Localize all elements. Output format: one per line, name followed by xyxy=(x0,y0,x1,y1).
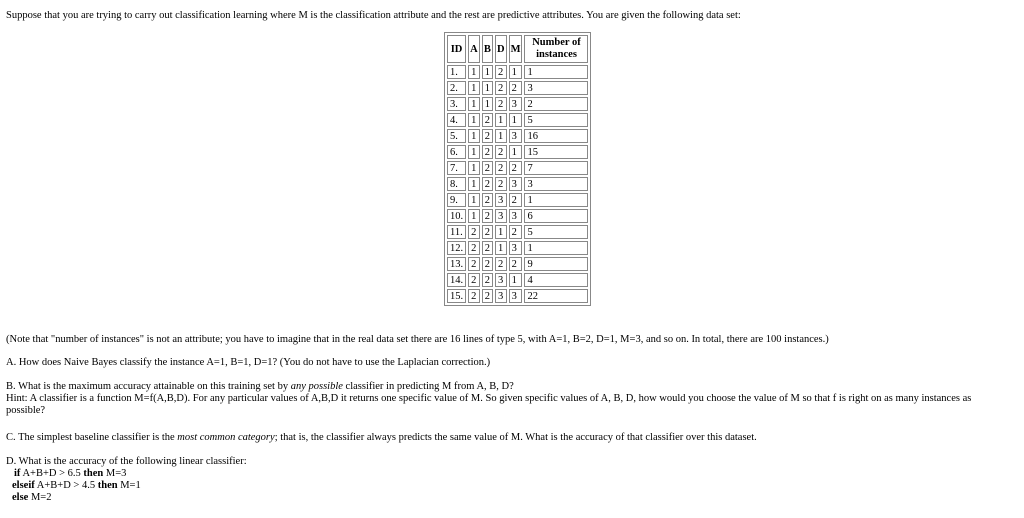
code-kw-elseif: elseif xyxy=(12,480,35,491)
table-row xyxy=(447,193,588,207)
cell-count: 9 xyxy=(524,257,588,271)
cell-a: 1 xyxy=(468,145,480,159)
cell-count: 2 xyxy=(524,97,588,111)
cell-a: 1 xyxy=(468,81,480,95)
cell-m: 3 xyxy=(509,289,523,303)
question-d: D. What is the accuracy of the following linear classifier: xyxy=(6,456,247,467)
cell-b: 1 xyxy=(482,65,493,79)
cell-d: 2 xyxy=(495,177,507,191)
cell-b: 2 xyxy=(482,273,493,287)
data-table xyxy=(444,32,591,306)
table-row xyxy=(447,209,588,223)
cell-m: 2 xyxy=(509,161,523,175)
cell-d: 1 xyxy=(495,129,507,143)
cell-d: 1 xyxy=(495,113,507,127)
cell-b: 2 xyxy=(482,145,493,159)
question-c xyxy=(6,432,757,444)
cell-b: 1 xyxy=(482,81,493,95)
cell-b: 2 xyxy=(482,241,493,255)
cell-a: 1 xyxy=(468,65,480,79)
table-header-row xyxy=(447,35,588,63)
table-row xyxy=(447,257,588,271)
cell-m: 2 xyxy=(509,81,523,95)
header-id: ID xyxy=(447,35,466,63)
cell-a: 2 xyxy=(468,241,480,255)
cell-a: 1 xyxy=(468,97,480,111)
cell-a: 2 xyxy=(468,289,480,303)
code-cond-2: A+B+D > 4.5 xyxy=(34,480,98,491)
code-result-1: M=3 xyxy=(103,468,127,479)
cell-id: 11. xyxy=(447,225,466,239)
table-row xyxy=(447,161,588,175)
cell-m: 1 xyxy=(509,273,523,287)
cell-count: 5 xyxy=(524,113,588,127)
cell-count: 7 xyxy=(524,161,588,175)
cell-m: 3 xyxy=(509,241,523,255)
cell-count: 1 xyxy=(524,241,588,255)
header-m: M xyxy=(509,35,523,63)
table-body xyxy=(447,65,588,303)
cell-m: 3 xyxy=(509,177,523,191)
question-c-emphasis: most common category xyxy=(177,432,275,443)
question-b-before: B. What is the maximum accuracy attainable on this training set by xyxy=(6,381,291,392)
table-row xyxy=(447,113,588,127)
code-cond-1: A+B+D > 6.5 xyxy=(20,468,84,479)
cell-b: 2 xyxy=(482,289,493,303)
cell-d: 2 xyxy=(495,65,507,79)
cell-id: 5. xyxy=(447,129,466,143)
table-row xyxy=(447,97,588,111)
cell-b: 1 xyxy=(482,97,493,111)
table-row xyxy=(447,225,588,239)
question-c-before: C. The simplest baseline classifier is the xyxy=(6,432,178,443)
cell-a: 2 xyxy=(468,273,480,287)
intro-text: Suppose that you are trying to carry out classification learning where M is the classification attribute and the rest are predictive attributes. You are given the following data set: xyxy=(6,10,741,21)
question-b-after: classifier in predicting M from A, B, D? xyxy=(342,381,514,392)
cell-d: 1 xyxy=(495,225,507,239)
cell-a: 1 xyxy=(468,177,480,191)
cell-count: 3 xyxy=(524,81,588,95)
cell-b: 2 xyxy=(482,161,493,175)
cell-a: 2 xyxy=(468,225,480,239)
cell-d: 2 xyxy=(495,161,507,175)
header-number-of-instances: Number of instances xyxy=(524,35,588,63)
cell-b: 2 xyxy=(482,177,493,191)
table-row xyxy=(447,289,588,303)
cell-m: 3 xyxy=(509,97,523,111)
cell-count: 15 xyxy=(524,145,588,159)
header-d: D xyxy=(495,35,507,63)
cell-id: 1. xyxy=(447,65,466,79)
table-row xyxy=(447,65,588,79)
cell-a: 1 xyxy=(468,209,480,223)
code-kw-else: else xyxy=(12,492,29,503)
cell-id: 13. xyxy=(447,257,466,271)
cell-d: 2 xyxy=(495,97,507,111)
cell-id: 15. xyxy=(447,289,466,303)
table-row xyxy=(447,241,588,255)
table-row xyxy=(447,129,588,143)
cell-m: 3 xyxy=(509,129,523,143)
cell-d: 2 xyxy=(495,81,507,95)
cell-d: 3 xyxy=(495,193,507,207)
cell-a: 1 xyxy=(468,161,480,175)
cell-count: 1 xyxy=(524,193,588,207)
cell-m: 2 xyxy=(509,193,523,207)
cell-b: 2 xyxy=(482,193,493,207)
table-row xyxy=(447,145,588,159)
cell-m: 2 xyxy=(509,225,523,239)
cell-d: 3 xyxy=(495,209,507,223)
cell-id: 9. xyxy=(447,193,466,207)
cell-id: 6. xyxy=(447,145,466,159)
cell-a: 1 xyxy=(468,129,480,143)
cell-a: 2 xyxy=(468,257,480,271)
cell-d: 3 xyxy=(495,289,507,303)
cell-count: 5 xyxy=(524,225,588,239)
code-result-3: M=2 xyxy=(28,492,52,503)
code-result-2: M=1 xyxy=(117,480,141,491)
cell-b: 2 xyxy=(482,225,493,239)
table-row xyxy=(447,273,588,287)
note-text: (Note that "number of instances" is not an attribute; you have to imagine that in the real data set there are 16 lines of type 5, with A=1, B=2, D=1, M=3, and so on. In total, there are 100 instances.) xyxy=(6,334,829,345)
cell-a: 1 xyxy=(468,193,480,207)
cell-id: 7. xyxy=(447,161,466,175)
cell-m: 1 xyxy=(509,113,523,127)
question-a: A. How does Naive Bayes classify the instance A=1, B=1, D=1? (You do not have to use the Laplacian correction.) xyxy=(6,357,491,368)
header-b: B xyxy=(482,35,493,63)
cell-count: 3 xyxy=(524,177,588,191)
cell-d: 2 xyxy=(495,257,507,271)
cell-d: 3 xyxy=(495,273,507,287)
cell-id: 10. xyxy=(447,209,466,223)
cell-count: 1 xyxy=(524,65,588,79)
code-line-elseif xyxy=(12,480,141,492)
cell-id: 2. xyxy=(447,81,466,95)
cell-b: 2 xyxy=(482,209,493,223)
cell-m: 2 xyxy=(509,257,523,271)
cell-b: 2 xyxy=(482,113,493,127)
table-row xyxy=(447,81,588,95)
cell-id: 3. xyxy=(447,97,466,111)
cell-m: 1 xyxy=(509,65,523,79)
cell-m: 1 xyxy=(509,145,523,159)
code-kw-then-1: then xyxy=(83,468,104,479)
question-c-after: ; that is, the classifier always predicts the same value of M. What is the accuracy of that classifier over this dataset. xyxy=(274,432,757,443)
code-line-else xyxy=(12,492,51,504)
cell-d: 2 xyxy=(495,145,507,159)
cell-b: 2 xyxy=(482,257,493,271)
question-b-emphasis: any possible xyxy=(290,381,343,392)
cell-count: 16 xyxy=(524,129,588,143)
cell-id: 12. xyxy=(447,241,466,255)
table-row xyxy=(447,177,588,191)
cell-count: 22 xyxy=(524,289,588,303)
code-kw-if: if xyxy=(14,468,21,479)
cell-count: 4 xyxy=(524,273,588,287)
cell-count: 6 xyxy=(524,209,588,223)
cell-id: 8. xyxy=(447,177,466,191)
cell-b: 2 xyxy=(482,129,493,143)
header-a: A xyxy=(468,35,480,63)
cell-id: 4. xyxy=(447,113,466,127)
code-kw-then-2: then xyxy=(97,480,118,491)
question-b-hint: Hint: A classifier is a function M=f(A,B,D). For any particular values of A,B,D it returns one specific value of M. So given specific values of A, B, D, how would you choose the value of M so that f is right on as many instances as possible? xyxy=(6,393,972,416)
code-line-if xyxy=(14,468,126,480)
cell-id: 14. xyxy=(447,273,466,287)
cell-a: 1 xyxy=(468,113,480,127)
cell-m: 3 xyxy=(509,209,523,223)
cell-d: 1 xyxy=(495,241,507,255)
question-b xyxy=(6,381,514,393)
